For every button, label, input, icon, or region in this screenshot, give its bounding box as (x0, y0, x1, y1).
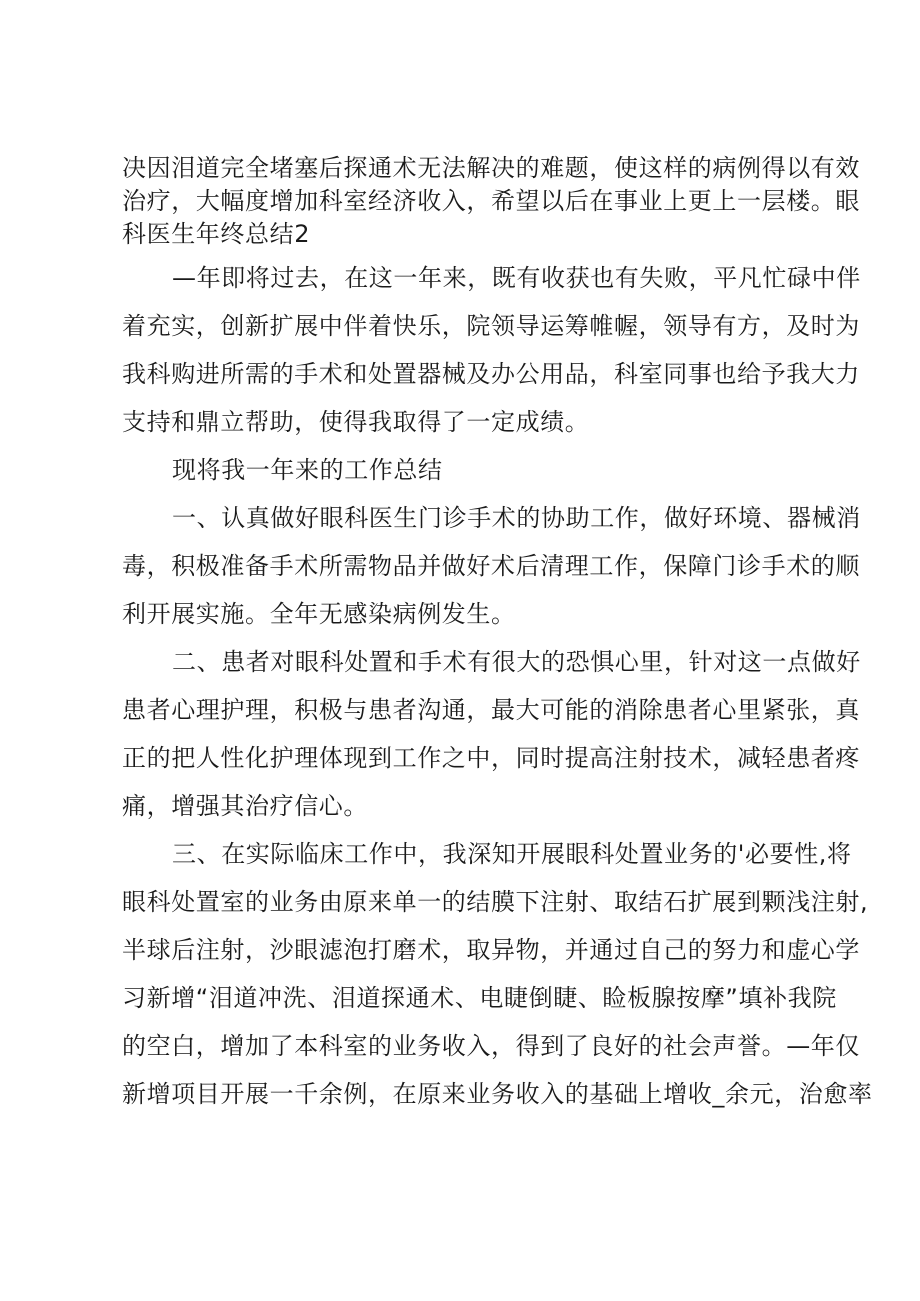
text-line: 眼科处置室的业务由原来单一的结膜下注射、取结石扩展到颗浅注射, (122, 888, 869, 916)
section-title-line: 科医生年终总结2 (122, 220, 311, 248)
text-line: 着充实，创新扩展中伴着快乐，院领导运筹帷幄，领导有方，及时为 (122, 312, 860, 340)
text-line: 习新增“泪道冲洗、泪道探通术、电睫倒睫、睑板腺按摩”填补我院 (122, 984, 837, 1012)
text-line: 新增项目开展一千余例，在原来业务收入的基础上增收_余元，治愈率 (122, 1080, 873, 1108)
text-line: 痛，增强其治疗信心。 (122, 792, 368, 820)
text-line: 治疗，大幅度增加科室经济收入，希望以后在事业上更上一层楼。眼 (122, 187, 860, 215)
text-line: 的空白，增加了本科室的业务收入，得到了良好的社会声誉。—年仅 (122, 1032, 860, 1060)
text-line: 决因泪道完全堵塞后探通术无法解决的难题，使这样的病例得以有效 (122, 154, 860, 182)
text-line: 三、在实际临床工作中，我深知开展眼科处置业务的'必要性,将 (172, 840, 852, 868)
text-line: 支持和鼎立帮助，使得我取得了一定成绩。 (122, 408, 590, 436)
text-line: —年即将过去，在这一年来，既有收获也有失败，平凡忙碌中伴 (172, 264, 861, 292)
text-line: 现将我一年来的工作总结 (172, 456, 443, 484)
text-line: 利开展实施。全年无感染病例发生。 (122, 600, 516, 628)
text-line: 毒，积极准备手术所需物品并做好术后清理工作，保障门诊手术的顺 (122, 552, 860, 580)
text-line: 二、患者对眼科处置和手术有很大的恐惧心里，针对这一点做好 (172, 648, 861, 676)
text-line: 患者心理护理，积极与患者沟通，最大可能的消除患者心里紧张，真 (122, 696, 860, 724)
text-line: 我科购进所需的手术和处置器械及办公用品，科室同事也给予我大力 (122, 360, 860, 388)
text-line: 半球后注射，沙眼滤泡打磨术，取异物，并通过自己的努力和虚心学 (122, 936, 860, 964)
text-line: 正的把人性化护理体现到工作之中，同时提高注射技术，减轻患者疼 (122, 744, 860, 772)
text-line: 一、认真做好眼科医生门诊手术的协助工作，做好环境、器械消 (172, 504, 861, 532)
